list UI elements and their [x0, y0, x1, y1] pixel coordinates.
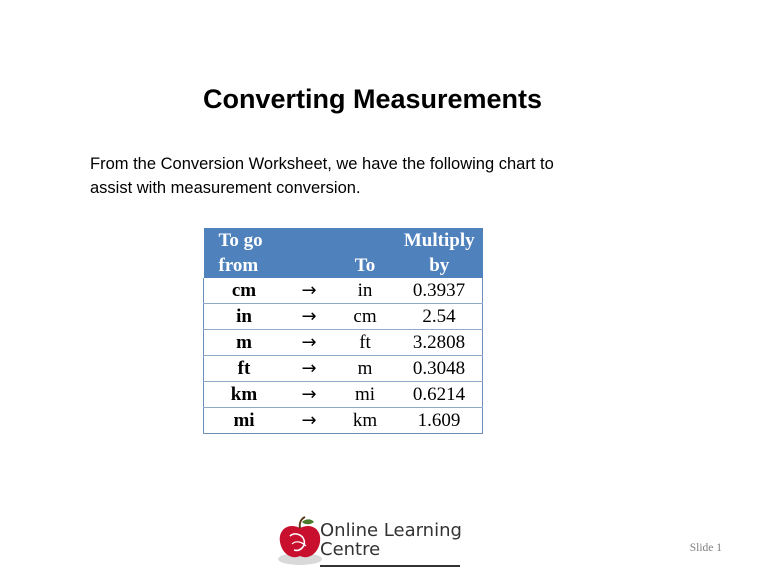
from-unit: km: [204, 382, 285, 408]
arrow-icon: →: [284, 304, 334, 330]
factor: 3.2808: [396, 330, 483, 356]
header-from: [204, 228, 285, 278]
intro-line-2: assist with measurement conversion.: [90, 179, 361, 197]
intro-paragraph: [90, 152, 690, 200]
arrow-icon: →: [284, 382, 334, 408]
table-row: [204, 382, 483, 408]
from-unit: in: [204, 304, 285, 330]
arrow-icon: →: [284, 278, 334, 304]
logo-underline: [320, 565, 460, 567]
arrow-icon: →: [284, 356, 334, 382]
from-unit: cm: [204, 278, 285, 304]
table-header-row: [204, 228, 483, 278]
header-multiply-line-2: by: [429, 255, 450, 276]
header-multiply-line-1: Multiply: [403, 230, 475, 251]
factor: 0.6214: [396, 382, 483, 408]
factor: 0.3937: [396, 278, 483, 304]
intro-line-1: From the Conversion Worksheet, we have the following chart to: [90, 155, 554, 173]
factor: 1.609: [396, 408, 483, 434]
to-unit: cm: [334, 304, 396, 330]
conversion-table: [203, 228, 483, 434]
logo-line-1: Online Learning: [320, 520, 462, 541]
to-unit: mi: [334, 382, 396, 408]
to-unit: m: [334, 356, 396, 382]
slide-number: Slide 1: [689, 542, 722, 554]
table-row: [204, 304, 483, 330]
header-to: [334, 228, 396, 278]
table-row: [204, 278, 483, 304]
table-row: [204, 408, 483, 434]
factor: 2.54: [396, 304, 483, 330]
to-unit: ft: [334, 330, 396, 356]
arrow-icon: →: [284, 408, 334, 434]
table-row: [204, 330, 483, 356]
header-from-line-1: To go: [218, 230, 263, 251]
to-unit: in: [334, 278, 396, 304]
from-unit: mi: [204, 408, 285, 434]
header-from-line-2: from: [218, 255, 259, 276]
from-unit: m: [204, 330, 285, 356]
from-unit: ft: [204, 356, 285, 382]
to-unit: km: [334, 408, 396, 434]
apple-icon: [278, 517, 322, 565]
page-title: Converting Measurements: [202, 84, 543, 114]
table-row: [204, 356, 483, 382]
factor: 0.3048: [396, 356, 483, 382]
header-arrow: [284, 228, 334, 278]
arrow-icon: →: [284, 330, 334, 356]
header-multiply: [396, 228, 483, 278]
header-to-label: To: [354, 255, 376, 276]
logo-line-2: Centre: [320, 539, 381, 560]
logo-text: [320, 521, 462, 559]
